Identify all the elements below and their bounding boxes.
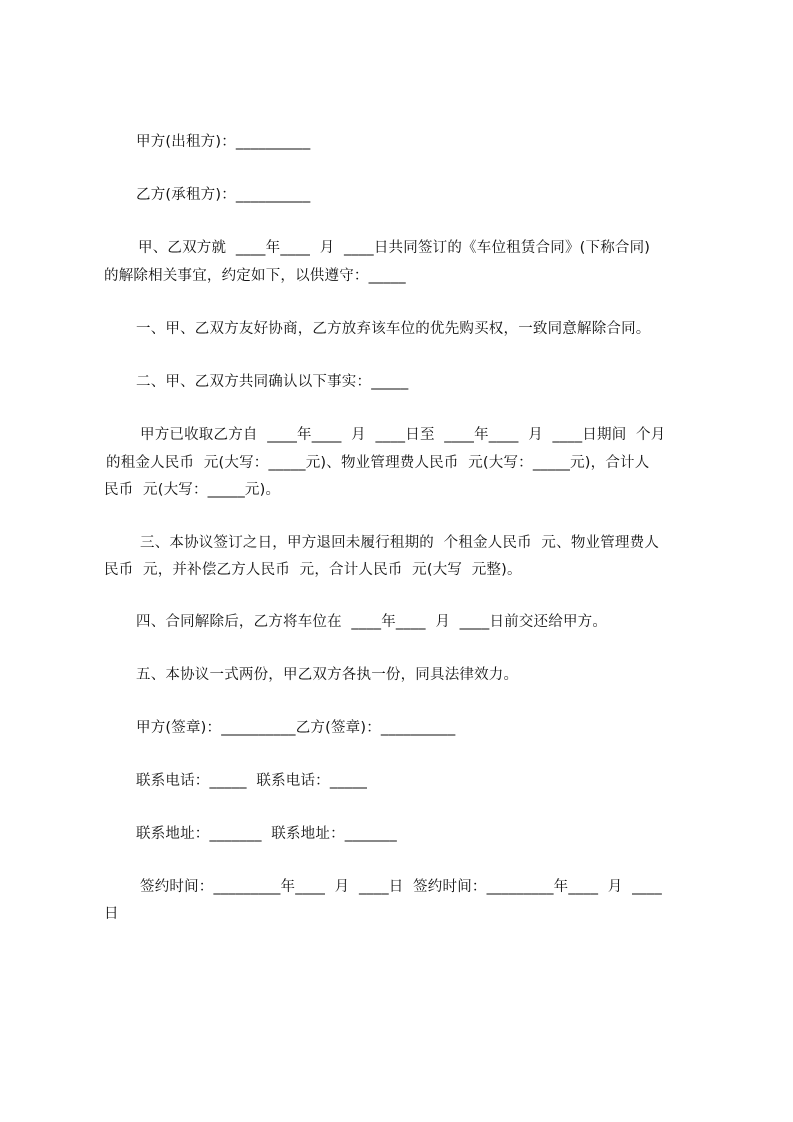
party-a-line: 甲方(出租方)：__________: [136, 134, 311, 150]
clause-4: 四、合同解除后，乙方将车位在 ____年____ 月 ____日前交还给甲方。: [136, 614, 608, 630]
sign-date-line-1: 签约时间：_________年____ 月 ____日 签约时间：_________年____ 月 ____: [140, 879, 662, 895]
intro-line-2: 的解除相关事宜，约定如下，以供遵守：_____: [104, 268, 406, 284]
facts-line-3: 民币 元(大写：_____元)。: [104, 482, 281, 498]
clause-1: 一、甲、乙双方友好协商，乙方放弃该车位的优先购买权，一致同意解除合同。: [136, 321, 651, 337]
signature-line: 甲方(签章)：__________乙方(签章)：__________: [136, 720, 456, 736]
facts-line-1: 甲方已收取乙方自 ____年____ 月 ____日至 ____年____ 月 ____日期间 个月: [140, 427, 666, 443]
clause-3-line-1: 三、本协议签订之日，甲方退回未履行租期的 个租金人民币 元、物业管理费人: [140, 535, 660, 551]
phone-line: 联系电话：_____ 联系电话：_____: [136, 773, 368, 789]
address-line: 联系地址：_______ 联系地址：_______: [136, 826, 397, 842]
sign-date-line-2: 日: [104, 906, 119, 922]
clause-5: 五、本协议一式两份，甲乙双方各执一份，同具法律效力。: [136, 667, 519, 683]
clause-3-line-2: 民币 元，并补偿乙方人民币 元，合计人民币 元(大写 元整)。: [104, 562, 522, 578]
intro-line-1: 甲、乙双方就 ____年____ 月 ____日共同签订的《车位租赁合同》(下称合同): [138, 240, 651, 256]
clause-2: 二、甲、乙双方共同确认以下事实：_____: [136, 374, 409, 390]
facts-line-2: 的租金人民币 元(大写：_____元)、物业管理费人民币 元(大写：_____元)，合计人: [106, 455, 650, 471]
party-b-line: 乙方(承租方)：__________: [136, 187, 311, 203]
